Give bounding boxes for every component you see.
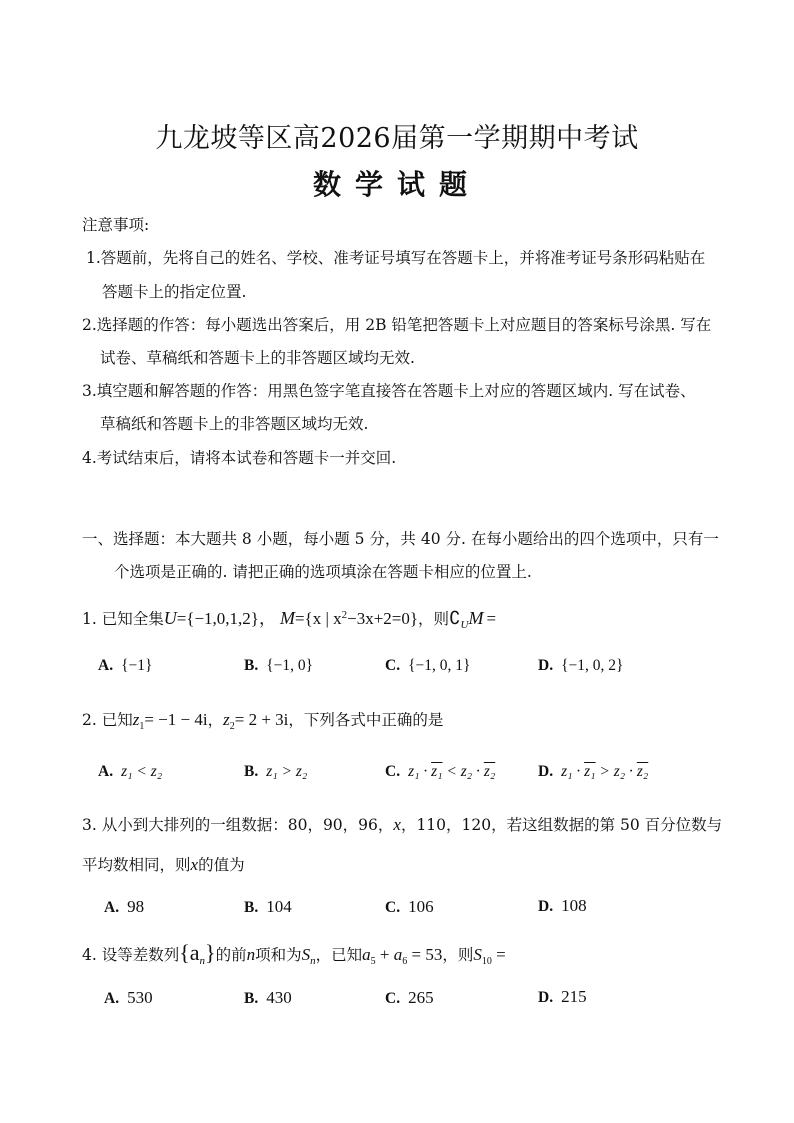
exam-subtitle: 数学试题 [312, 168, 481, 201]
note-3-line1: 3.填空题和解答题的作答：用黑色签字笔直接答在答题卡上对应的答题区域内. 写在试卷、 [82, 382, 696, 400]
note-3-line2: 草稿纸和答题卡上的非答题区域均无效. [100, 415, 369, 433]
q4-option-d[interactable]: D. 215 [538, 987, 587, 1006]
q1-option-d[interactable]: D. {−1, 0, 2} [538, 657, 624, 674]
question-3-line1: 3. 从小到大排列的一组数据：80，90，96，x，110，120，若这组数据的第 50 百分位数与 [82, 815, 723, 834]
question-2-stem: 2. 已知$z_1= -1 - 4i$，$z_2= 2 + 3i$，下列各式中正确的是 [82, 710, 444, 733]
section1-line1: 一、选择题：本大题共 8 小题，每小题 5 分，共 40 分. 在每小题给出的四个选项中，只有一 [82, 530, 719, 548]
question-3-line2: 平均数相同，则x的值为 [82, 855, 245, 874]
note-4-line1: 4.考试结束后，请将本试卷和答题卡一并交回. [82, 449, 397, 467]
q2-option-b[interactable]: B. z₁ > z₂ [244, 763, 308, 780]
q4-option-b[interactable]: B. 430 [244, 988, 292, 1007]
question-1-stem: 1. 已知全集U={−1,0,1,2}， M={x | $x^2-3x+2=0$}，则$∁_UM$ = [82, 608, 497, 632]
section1-line2: 个选项是正确的. 请把正确的选项填涂在答题卡相应的位置上. [114, 563, 532, 581]
q4-option-a[interactable]: A. 530 [104, 988, 153, 1007]
q3-option-c[interactable]: C. 106 [385, 897, 434, 916]
note-1-line1: 1.答题前，先将自己的姓名、学校、准考证号填写在答题卡上，并将准考证号条形码粘贴在 [86, 249, 706, 267]
q4-option-c[interactable]: C. 265 [385, 988, 434, 1007]
q1-option-c[interactable]: C. {−1, 0, 1} [385, 657, 471, 674]
q3-option-a[interactable]: A. 98 [104, 897, 145, 916]
q1-option-a[interactable]: A. {−1} [98, 657, 153, 674]
q2-option-c[interactable]: C. z₁ · z₁ < z₂ · z₂ [385, 763, 496, 780]
q2-option-a[interactable]: A. z₁ < z₂ [98, 763, 163, 780]
exam-title: 九龙坡等区高2026届第一学期期中考试 [155, 123, 639, 154]
question-4-stem: 4. 设等差数列$\{a_n\}$的前n项和为$S_n$，已知$a_5 + a_6 = 53$，则$S_{10}$ = [82, 940, 506, 968]
q1-option-b[interactable]: B. {−1, 0} [244, 657, 314, 674]
note-1-line2: 答题卡上的指定位置. [102, 283, 247, 301]
note-2-line2: 试卷、草稿纸和答题卡上的非答题区域均无效. [100, 349, 415, 367]
q3-option-d[interactable]: D. 108 [538, 896, 587, 915]
notes-heading: 注意事项: [82, 216, 150, 234]
q3-option-b[interactable]: B. 104 [244, 897, 292, 916]
note-2-line1: 2.选择题的作答：每小题选出答案后，用 2B 铅笔把答题卡上对应题目的答案标号涂黑. 写在 [82, 316, 712, 334]
q2-option-d[interactable]: D. z₁ · z₁ > z₂ · z₂ [538, 763, 649, 780]
